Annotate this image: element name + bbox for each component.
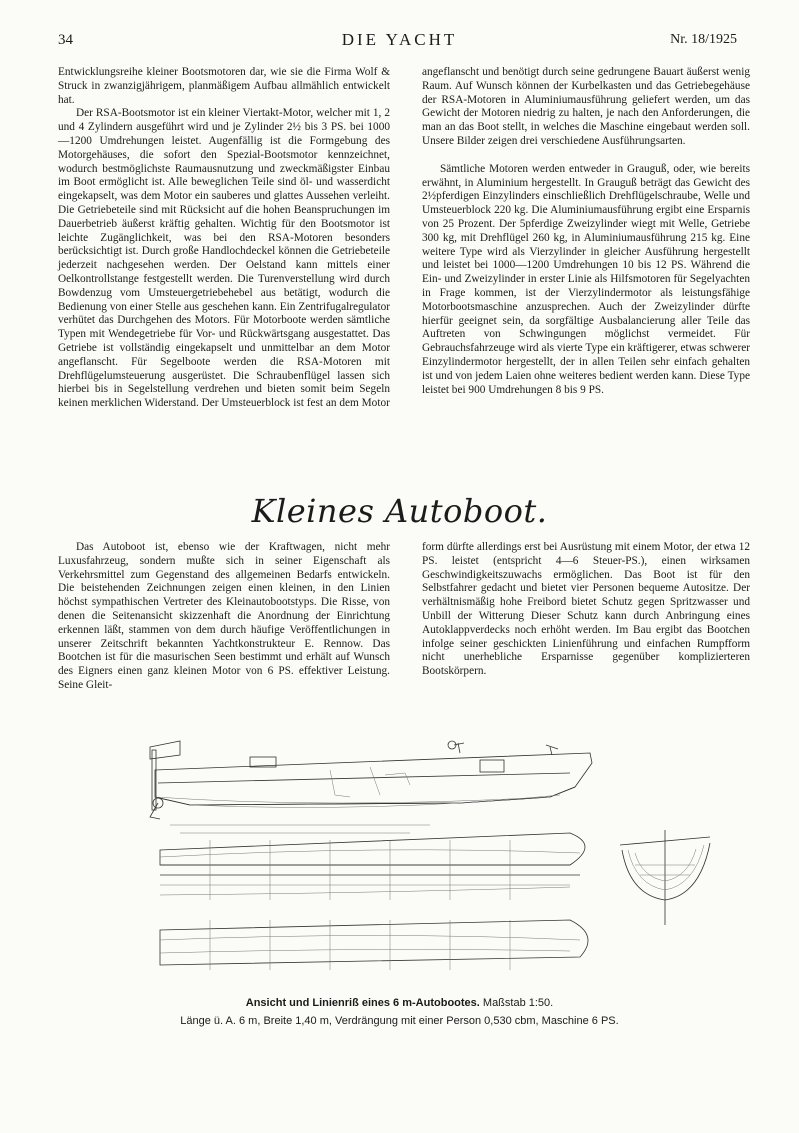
figure-caption <box>0 997 799 1009</box>
page-number: 34 <box>58 32 73 48</box>
paragraph: Der RSA-Bootsmotor ist ein kleiner Viertakt-Motor, welcher mit 1, 2 und 4 Zylindern ausgeführt wird und je Zylinder 2½ bis 3 PS. bei 1000—1200 Umdrehungen leistet. Augenfällig ist die Formgebung des Motorgehäuses, die sofort den Spezial-Bootsmotor kennzeichnet, wodurch bestmöglichste Raumausnutzung und zweckmäßigster Einbau im Boot ermöglicht ist. Alle beweglichen Teile sind öl- und wasserdicht eingekapselt, was dem Motor ein sauberes und glattes Aussehen verleiht. Die Getriebeteile sind mit Rücksicht auf die hohen Beanspruchungen im Dauerbetrieb äußerst kräftig gehalten. Wichtig für den Bootsmotor ist leichte Zugänglichkeit, was bei den RSA-Motoren besonders berücksichtigt ist. Durch große Handlochdeckel können die Getriebeteile jederzeit nachgesehen werden. Der Oelstand kann mittels einer Oelkontrollstange festgestellt werden. Die Turenverstellung wird durch Bowdenzug vom Umsteuergetriebehebel aus betätigt, wodurch die Bedienung von einer Stelle aus geschehen kann. Ein Zentrifugalregulator verhütet das Durchgehen des Motors. Für Motorboote werden sämtliche Typen mit Wendegetriebe für Vor- und Rückwärtsgang ausgestattet. Das Getriebe ist vollständig eingekapselt und unmittelbar an dem Motor angeflanscht. Für Segelboote werden die RSA-Motoren mit Drehflügelumsteuerung ausgerüstet. Die Schraubenflügel lassen sich hierbei bis in Segelstellung verdrehen und bieten somit beim Segeln keinen merklichen Widerstand. Der Umsteuerblock ist fest an dem Motor <box>58 107 390 410</box>
caption-scale: Maßstab 1:50. <box>482 997 554 1009</box>
paragraph: Das Autoboot ist, ebenso wie der Kraftwagen, nicht mehr Luxusfahrzeug, sondern mußte sich in seiner Eigenschaft als Verkehrsmittel zum Gegenstand des allgemeinen Bedarfs entwickeln. Die beistehenden Zeichnungen zeigen einen kleinen, in den Linien höchst sympathischen Vertreter des Kleinautobootstyps. Die Risse, von denen die Seitenansicht skizzenhaft die Anordnung der Einrichtung erkennen läßt, stammen von dem durch häufige Veröffentlichungen in unserer Zeitschrift bekannten Yachtkonstrukteur E. Rennow. Das Bootchen ist für die masurischen Seen bestimmt und erhält auf Wunsch des Eigners einen ganz kleinen Motor von 6 PS. effektiver Leistung. Seine Gleit- <box>58 541 390 691</box>
paragraph: form dürfte allerdings erst bei Ausrüstung mit einem Motor, der etwa 12 PS. leistet (entspricht 4—6 Steuer-PS.), einen wirksamen Geschwindigkeitszuwachs ermöglichen. Das Boot ist für den Selbstfahrer gedacht und bietet vier Personen bequeme Autositze. Der verhältnismäßig hohe Freibord bietet Schutz gegen Spritzwasser und Unbill der Witterung Dieser Schutz kann durch Anbringung eines Autoklappverdecks noch erhöht werden. Im Bau ergibt das Bootchen infolge seiner geschickten Linienführung und einfachen Rumpfform nicht unerhebliche Ersparnisse gegenüber komplizierteren Bootskörpern. <box>422 541 750 678</box>
article2-column-right <box>422 541 750 679</box>
boat-line-drawing <box>130 725 720 995</box>
issue-number: Nr. 18/1925 <box>670 32 737 47</box>
paragraph: Sämtliche Motoren werden entweder in Grauguß, oder, wie bereits erwähnt, in Aluminium hergestellt. In Grauguß beträgt das Gewicht des 2½pferdigen Einzylinders einschließlich Drehflügelschraube, Welle und Umsteuerblock 220 kg. Die Aluminiumausführung ergibt eine Ersparnis von 25 Prozent. Der 5pferdige Zweizylinder wiegt mit Welle, Getriebe 300 kg, mit Drehflügel 260 kg, in Aluminiumausführung 215 kg. Eine weitere Type wird als Vierzylinder in gleicher Ausführung hergestellt und leistet bei 1000—1200 Umdrehungen 10 bis 12 PS. Während die Ein- und Zweizylinder in erster Linie als Hilfsmotoren für Segelyachten in Frage kommen, ist der Vierzylindermotor als leistungsfähige Motorbootsmaschine anzusprechen. Auch der Zweizylinder dürfte hierfür geeignet sein, da sorgfältige Ausbalancierung aller Teile das Auftreten von Schwingungen möglichst vermeidet. Für Gebrauchsfahrzeuge wird als vierte Type ein kräftigerer, etwas schwerer Einzylindermotor hergestellt, der in allen Teilen sehr einfach gehalten ist und von jedem Laien ohne weiteres bedient werden kann. Diese Type leistet bei 900 Umdrehungen 8 bis 9 PS. <box>422 162 750 396</box>
paragraph: Entwicklungsreihe kleiner Bootsmotoren dar, wie sie die Firma Wolf & Struck in zwanzigjährigem, planmäßigem Aufbau allmählich entwickelt hat. <box>58 66 390 106</box>
body-plan <box>620 830 710 925</box>
article2-column-left <box>58 541 390 693</box>
profile-plan <box>160 920 588 970</box>
page-header <box>0 30 799 52</box>
caption-title: Ansicht und Linienriß eines 6 m-Autobootes. <box>245 997 480 1009</box>
figure-caption-details: Länge ü. A. 6 m, Breite 1,40 m, Verdrängung mit einer Person 0,530 cbm, Maschine 6 PS. <box>180 1015 619 1027</box>
paragraph: angeflanscht und benötigt durch seine gedrungene Bauart äußerst wenig Raum. Auf Wunsch können der Kurbelkasten und das Getriebegehäuse der RSA-Motoren in Aluminiumausführung geliefert werden, um das Gewicht der Motoren niedrig zu halten, je nach den Anforderungen, die man an das Boot stellt, in welches die Maschine eingebaut werden soll. Unsere Bilder zeigen drei verschiedene Ausführungsarten. <box>422 66 750 147</box>
half-breadth-plan <box>160 833 585 900</box>
boat-side-view <box>150 741 592 833</box>
article-title: Kleines Autoboot. <box>251 492 548 530</box>
article1-column-left <box>58 66 390 411</box>
article1-column-right <box>422 66 750 397</box>
journal-title: DIE YACHT <box>341 30 458 49</box>
